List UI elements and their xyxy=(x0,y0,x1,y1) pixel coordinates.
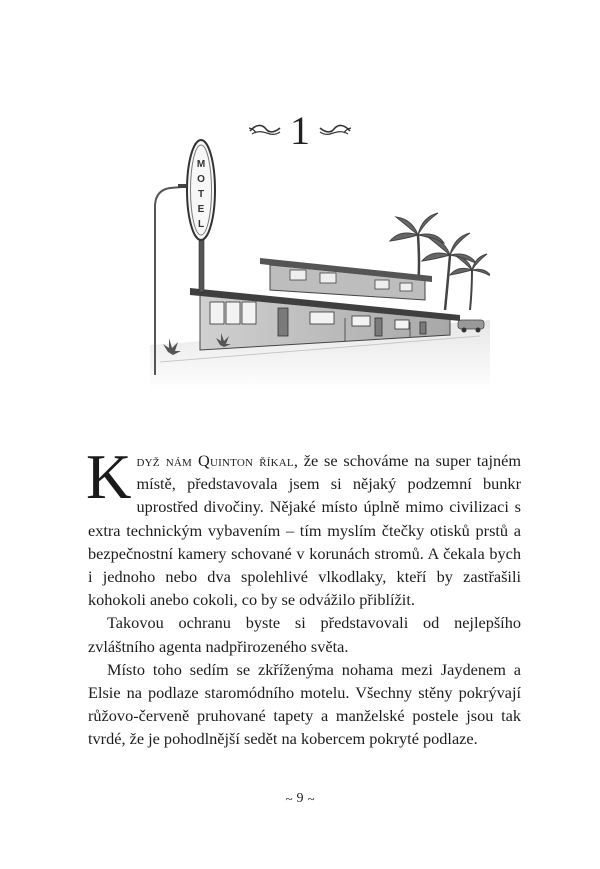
sign-letter: L xyxy=(197,219,205,230)
paragraph: Místo toho sedím se zkříženýma nohama mezi Jaydenem a Elsie na podlaze staromódního motelu. Všechny stěny pokrývají růžovo-červeně pruhované tapety a manželské postele jsou tak tvrdé, že je pohodlnější sedět na kobercem pokryté podlaze. xyxy=(88,659,521,749)
chapter-body xyxy=(86,442,521,751)
opening-small-caps: dyž nám Quinton říkal xyxy=(136,451,294,470)
paragraph xyxy=(86,442,521,611)
page-footer xyxy=(0,791,600,807)
paragraph-text: , že se schováme na super tajném místě, představovala jsem si nějaký podzemní bunkr uprostřed divočiny. Nějaké místo úplně mimo civilizaci s extra technickým vybavením – tím myslím čtečky otisků prstů a bezpečnostní kamery schované v korunách stromů. A čekala bych i jednoho nebo dva spolehlivé vlkodlaky, kteří by zastřašili kohokoli anebo cokoli, co by se odvážilo přiblížit. xyxy=(88,451,521,610)
page-number: 9 xyxy=(296,791,304,806)
sign-letter: M xyxy=(196,159,206,170)
drop-cap: K xyxy=(86,442,132,512)
sign-letter: E xyxy=(197,204,205,215)
left-ornament-icon: ~ xyxy=(285,791,293,806)
sign-letter: O xyxy=(197,174,205,185)
paragraph: Takovou ochranu byste si představovali od nejlepšího zvláštního agenta nadpřirozeného světa. xyxy=(88,613,521,656)
chapter-number: 1 xyxy=(290,108,310,153)
sign-letter: T xyxy=(197,189,205,200)
motel-illustration xyxy=(150,130,490,395)
right-ornament-icon: ~ xyxy=(307,791,315,806)
